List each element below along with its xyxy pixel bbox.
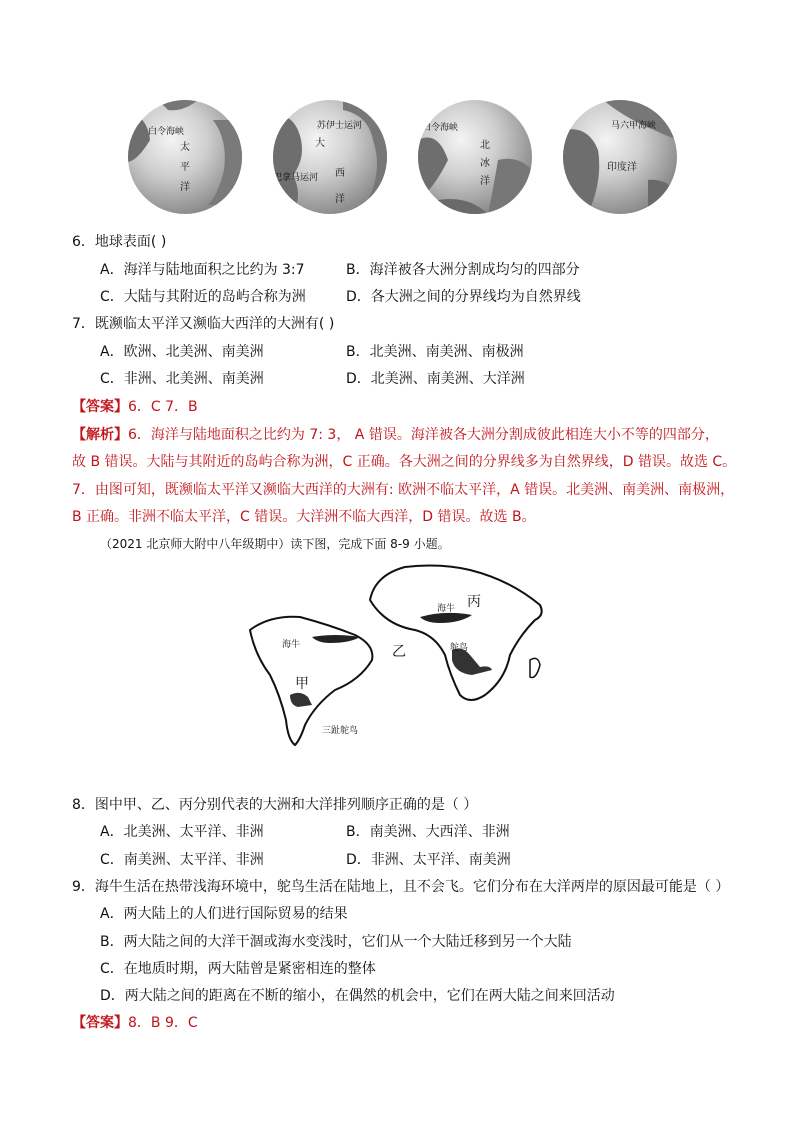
globe4-strait: 马六甲海峡 (611, 121, 657, 131)
label-manatee-sa: 海牛 (282, 640, 301, 650)
globe1-ocean-3: 洋 (180, 182, 190, 193)
question-intro: （2021 北京师大附中八年级期中）读下图，完成下面 8-9 小题。 (100, 537, 450, 551)
q6-option-c: C．大陆与其附近的岛屿合称为洲 (100, 289, 306, 305)
q9-option-c: C．在地质时期，两大陆曾是紧密相连的整体 (100, 961, 376, 977)
globe-atlantic (273, 100, 387, 214)
q7-option-a: A．欧洲、北美洲、南美洲 (100, 344, 264, 360)
analysis-line-3: 7．由图可知，既濒临太平洋又濒临大西洋的大洲有: 欧洲不临太平洋，A 错误。北美洲、南美洲、南极洲， (72, 482, 735, 498)
q7-option-c: C．非洲、北美洲、南美洲 (100, 371, 264, 387)
continents-map (240, 555, 560, 750)
globe1-ocean-1: 太 (180, 142, 190, 153)
globe-arctic (418, 100, 532, 214)
q7-stem: 7．既濒临太平洋又濒临大西洋的大洲有( ) (72, 316, 335, 332)
q6-stem: 6．地球表面( ) (72, 234, 167, 250)
answer-8-9 (72, 1013, 198, 1033)
q8-option-d: D．非洲、太平洋、南美洲 (346, 852, 511, 868)
africa-outline (370, 566, 542, 700)
globe2-ocean-3: 洋 (335, 194, 345, 205)
globe1-strait: 白令海峡 (148, 127, 185, 137)
label-ostrich: 鸵鸟 (450, 643, 469, 653)
globes-figure (128, 100, 688, 220)
q8-option-a: A．北美洲、太平洋、非洲 (100, 824, 264, 840)
q9-option-b: B．两大陆之间的大洋干涸或海水变浅时，它们从一个大陆迁移到另一个大陆 (100, 934, 572, 950)
q7-option-b: B．北美洲、南美洲、南极洲 (346, 344, 524, 360)
globe2-ocean-1: 大 (315, 138, 325, 149)
answer-6-7 (72, 397, 198, 417)
q9-option-d: D．两大陆之间的距离在不断的缩小，在偶然的机会中，它们在两大陆之间来回活动 (100, 988, 615, 1004)
answer2-text: 8．B 9．C (128, 1015, 198, 1031)
q6-option-b: B．海洋被各大洲分割成均匀的四部分 (346, 262, 580, 278)
label-manatee-africa: 海牛 (437, 604, 456, 614)
label-bing: 丙 (467, 594, 481, 610)
globe-pacific (128, 100, 242, 214)
globe-indian (563, 100, 677, 214)
analysis-text-1: 6．海洋与陆地面积之比约为 7: 3， A 错误。海洋被各大洲分割成彼此相连大小不等的四部分， (128, 427, 719, 443)
q9-stem: 9．海牛生活在热带浅海环境中，鸵鸟生活在陆地上，且不会飞。它们分布在大洋两岸的原因最可能是（ ） (72, 879, 730, 895)
q6-option-a: A．海洋与陆地面积之比约为 3:7 (100, 262, 305, 278)
analysis-line-1 (72, 425, 719, 445)
q8-stem: 8．图中甲、乙、丙分别代表的大洲和大洋排列顺序正确的是（ ） (72, 797, 478, 813)
globe3-ocean-1: 北 (480, 140, 490, 151)
globe2-ocean-2: 西 (335, 168, 345, 179)
label-rhea: 三趾鸵鸟 (322, 726, 359, 736)
globe3-ocean-2: 冰 (480, 158, 490, 169)
q8-option-b: B．南美洲、大西洋、非洲 (346, 824, 510, 840)
analysis-line-2: 故 B 错误。大陆与其附近的岛屿合称为洲，C 正确。各大洲之间的分界线多为自然界线，D 错误。故选 C。 (72, 454, 737, 470)
analysis-line-4: B 正确。非洲不临太平洋，C 错误。大洋洲不临大西洋，D 错误。故选 B。 (72, 509, 536, 525)
answer-text: 6．C 7．B (128, 399, 198, 415)
globe3-ocean-3: 洋 (480, 176, 490, 187)
q6-option-d: D．各大洲之间的分界线均为自然界线 (346, 289, 581, 305)
answer-tag: 【答案】 (72, 399, 128, 415)
label-jia: 甲 (295, 676, 309, 692)
globe1-ocean-2: 平 (180, 162, 190, 173)
globe2-panama: 巴拿马运河 (273, 173, 319, 183)
answer2-tag: 【答案】 (72, 1015, 128, 1031)
globe3-strait: 白令海峡 (422, 123, 459, 133)
q8-option-c: C．南美洲、太平洋、非洲 (100, 852, 264, 868)
label-yi: 乙 (392, 644, 406, 660)
q7-option-d: D．北美洲、南美洲、大洋洲 (346, 371, 525, 387)
q9-option-a: A．两大陆上的人们进行国际贸易的结果 (100, 906, 348, 922)
madagascar-outline (530, 658, 540, 677)
globe4-ocean: 印度洋 (607, 162, 637, 173)
globe2-suez: 苏伊士运河 (317, 121, 363, 131)
analysis-tag: 【解析】 (72, 427, 128, 443)
